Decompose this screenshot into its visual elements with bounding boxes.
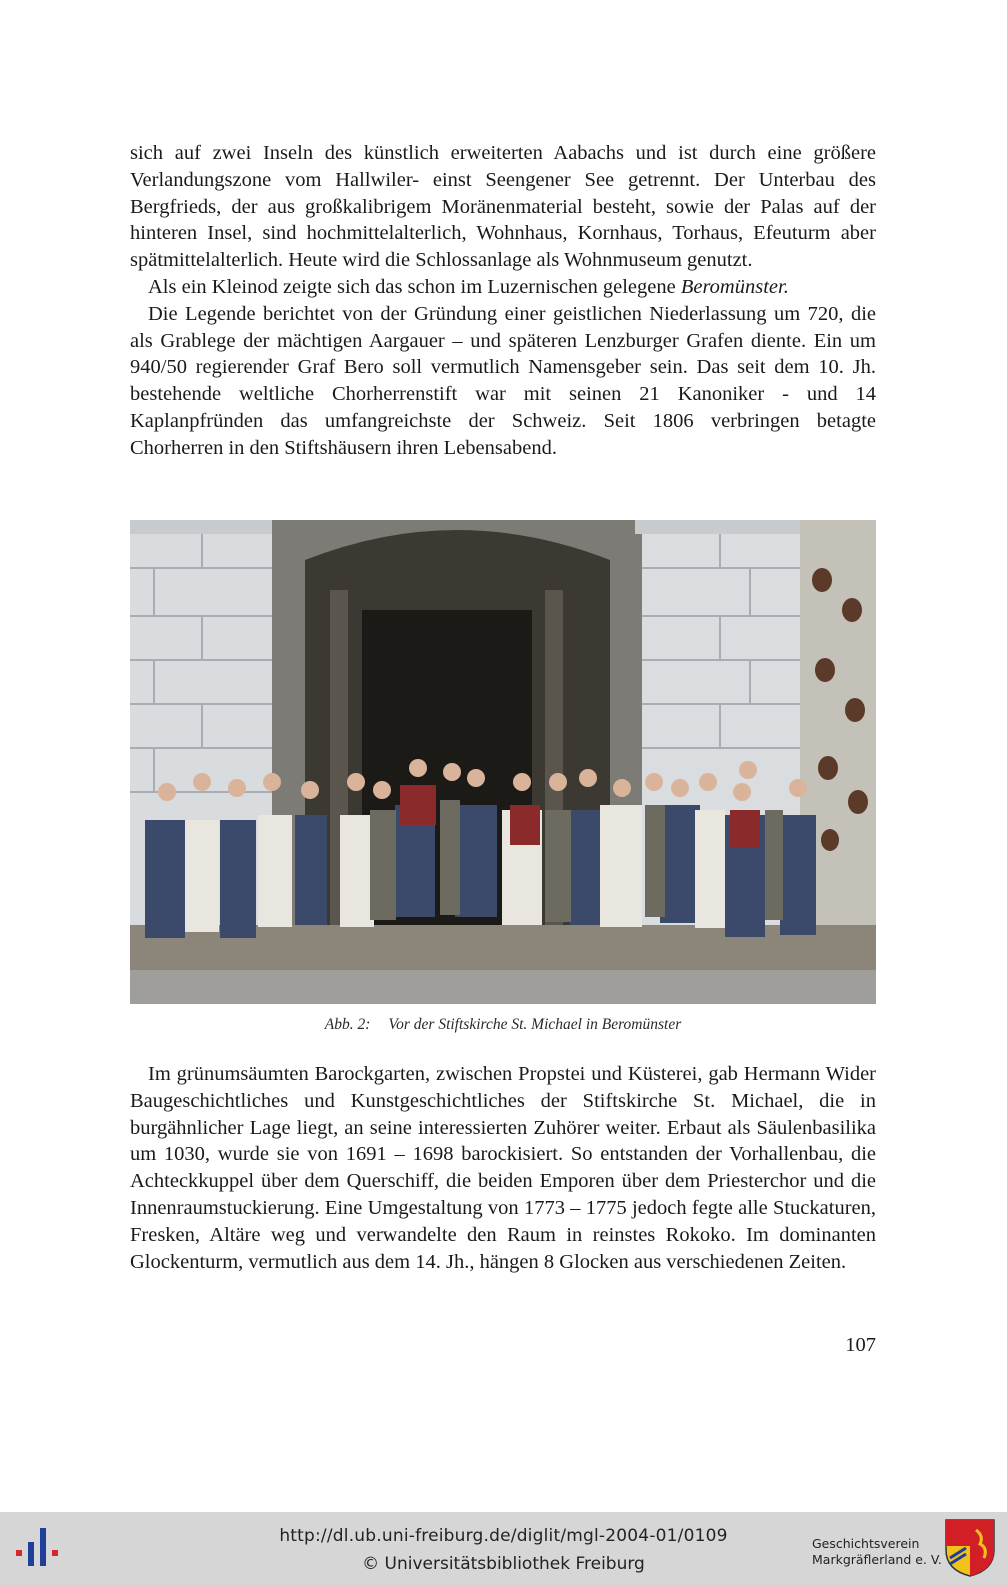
society-name	[812, 1536, 942, 1568]
place-name: Beromünster.	[680, 275, 789, 298]
document-url[interactable]: http://dl.ub.uni-freiburg.de/diglit/mgl-2004-01/0109	[279, 1526, 728, 1546]
figure-caption	[130, 1016, 876, 1034]
body-text-top	[130, 140, 876, 462]
caption-text: Vor der Stiftskirche St. Michael in Beromünster	[388, 1016, 682, 1033]
group-photo	[130, 520, 876, 1004]
society-line: Markgräflerland e. V.	[812, 1552, 942, 1567]
society-line: Geschichtsverein	[812, 1536, 920, 1551]
body-text-bottom	[130, 1061, 876, 1275]
paragraph: Die Legende berichtet von der Gründung einer geistlichen Niederlassung um 720, die als Grablege der mächtigen Aargauer – und späteren Lenzburger Grafen diente. Ein um 940/50 regierender Graf Bero soll vermutlich Namensgeber sein. Das seit dem 10. Jh. bestehende weltliche Chorherrenstift war mit seinen 21 Kanoniker - und 14 Kaplanpfründen das umfangreichste der Schweiz. Seit 1806 verbringen betagte Chorherren in den Stiftshäusern ihren Lebensabend.	[130, 302, 876, 459]
paragraph: sich auf zwei Inseln des künstlich erweiterten Aabachs und ist durch eine größere Verlandungszone vom Hallwiler- einst Seengener See getrennt. Der Unterbau des Bergfrieds, der aus großkalibrigem Moränenmaterial besteht, sowie der Palas auf der hinteren Insel, sind hochmittelalterlich, Wohnhaus, Kornhaus, Torhaus, Efeuturm aber spätmittelalterlich. Heute wird die Schlossanlage als Wohnmuseum genutzt.	[130, 142, 876, 272]
paragraph	[130, 274, 876, 301]
figure-label: Abb. 2:	[324, 1016, 371, 1033]
footer-bar	[0, 1512, 1007, 1585]
copyright-notice: © Universitätsbibliothek Freiburg	[362, 1554, 645, 1574]
paragraph-text: Als ein Kleinod zeigte sich das schon im Luzernischen gelegene	[148, 275, 681, 298]
page-number: 107	[845, 1334, 876, 1356]
paragraph: Im grünumsäumten Barockgarten, zwischen Propstei und Küsterei, gab Hermann Wider Baugeschichtliches und Kunstgeschichtliches der Stiftskirche St. Michael, die in burgähnlicher Lage liegt, an seine interessierten Zuhörer weiter. Erbaut als Säulenbasilika um 1030, wurde sie von 1691 – 1698 barockisiert. So entstanden der Vorhallenbau, die Achteckkuppel über dem Querschiff, die beiden Emporen über dem Priesterchor und die Innenraumstuckierung. Eine Umgestaltung von 1773 – 1775 jedoch fegte alle Stuckaturen, Fresken, Altäre weg und verwandelte den Raum in reinstes Rokoko. Im dominanten Glockenturm, vermutlich aus dem 14. Jh., hängen 8 Glocken aus verschiedenen Zeiten.	[130, 1063, 876, 1273]
coat-of-arms-icon	[944, 1518, 996, 1578]
